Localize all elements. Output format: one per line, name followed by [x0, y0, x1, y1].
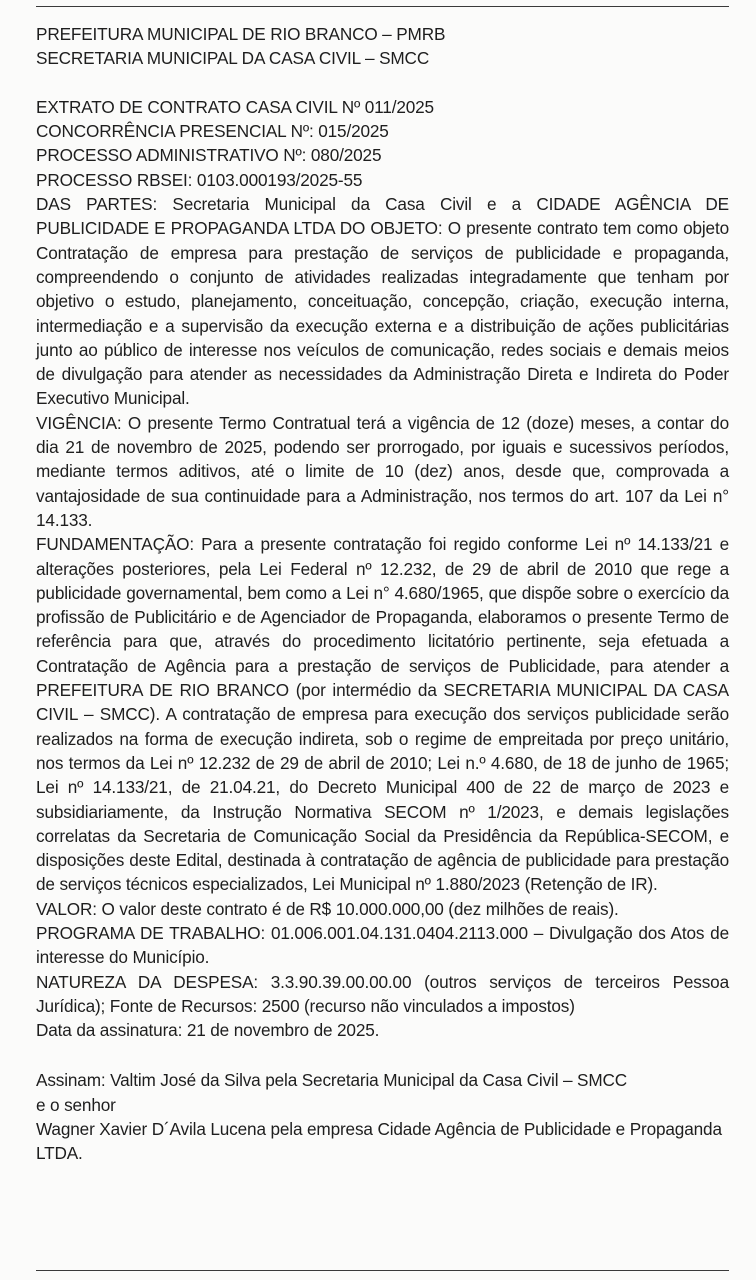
natureza-despesa-paragraph: NATUREZA DA DESPESA: 3.3.90.39.00.00.00 (outros serviços de terceiros Pessoa Jurídica); Fonte de Recursos: 2500 (recurso não vinculados a impostos)	[36, 971, 729, 1016]
valor-paragraph: VALOR: O valor deste contrato é de R$ 10.000.000,00 (dez milhões de reais).	[36, 898, 619, 919]
header-line-1: PREFEITURA MUNICIPAL DE RIO BRANCO – PMRB	[36, 24, 446, 44]
partes-objeto-paragraph: DAS PARTES: Secretaria Municipal da Casa Civil e a CIDADE AGÊNCIA DE PUBLICIDADE E PROPAGANDA LTDA DO OBJETO: O presente contrato tem como objeto Contratação de empresa para prestação de serviços de publicidade e propaganda, compreendendo o conjunto de atividades realizadas integradamente que tenham por objetivo o estudo, planejamento, conceituação, concepção, criação, execução interna, intermediação e a supervisão da execução externa e a distribuição de ações publicitárias junto ao público de interesse nos veículos de comunicação, redes sociais e demais meios de divulgação para atender as necessidades da Administração Direta e Indireta do Poder Executivo Municipal.	[36, 194, 729, 409]
top-rule	[36, 6, 729, 7]
concorrencia-line: CONCORRÊNCIA PRESENCIAL Nº: 015/2025	[36, 121, 389, 142]
vigencia-paragraph: VIGÊNCIA: O presente Termo Contratual terá a vigência de 12 (doze) meses, a contar do dia 21 de novembro de 2025, podendo ser prorrogado, por iguais e sucessivos períodos, mediante termos aditivos, até o limite de 10 (dez) anos, desde que, comprovada a vantajosidade de sua continuidade para a Administração, nos termos do art. 107 da Lei n° 14.133.	[36, 412, 729, 530]
fundamentacao-paragraph: FUNDAMENTAÇÃO: Para a presente contratação foi regido conforme Lei nº 14.133/21 e alterações posteriores, pela Lei Federal nº 12.232, de 29 de abril de 2010 que rege a publicidade governamental, bem como a Lei n° 4.680/1965, que dispõe sobre o exercício da profissão de Publicitário e de Agenciador de Propaganda, elaboramos o presente Termo de referência para que, através do procedimento licitatório pertinente, seja efetuada a Contratação de Agência para a prestação de serviços de Publicidade, para atender a PREFEITURA DE RIO BRANCO (por intermédio da SECRETARIA MUNICIPAL DA CASA CIVIL – SMCC). A contratação de empresa para execução dos serviços publicidade serão realizados na forma de execução indireta, sob o regime de empreitada por preço unitário, nos termos da Lei nº 12.232 de 29 de abril de 2010; Lei n.º 4.680, de 18 de junho de 1965; Lei nº 14.133/21, de 21.04.21, do Decreto Municipal 400 de 22 de março de 2023 e subsidiariamente, da Instrução Normativa SECOM nº 1/2023, e demais legislações correlatas da Secretaria de Comunicação Social da Presidência da República-SECOM, e disposições deste Edital, destinada à contratação de agência de publicidade para prestação de serviços técnicos especializados, Lei Municipal nº 1.880/2023 (Retenção de IR).	[36, 534, 729, 895]
extract-title: EXTRATO DE CONTRATO CASA CIVIL Nº 011/2025	[36, 96, 434, 117]
processo-rbsei-line: PROCESSO RBSEI: 0103.000193/2025-55	[36, 169, 363, 190]
data-assinatura: Data da assinatura: 21 de novembro de 2025.	[36, 1020, 380, 1041]
assinam-line-3: Wagner Xavier D´Avila Lucena pela empresa Cidade Agência de Publicidade e Propaganda LTDA.	[36, 1119, 722, 1164]
bottom-rule	[36, 1270, 729, 1271]
programa-trabalho-paragraph: PROGRAMA DE TRABALHO: 01.006.001.04.131.0404.2113.000 – Divulgação dos Atos de interesse do Município.	[36, 922, 729, 968]
assinam-line-1: Assinam: Valtim José da Silva pela Secretaria Municipal da Casa Civil – SMCC	[36, 1070, 628, 1091]
assinam-line-2: e o senhor	[36, 1094, 116, 1115]
header-line-2: SECRETARIA MUNICIPAL DA CASA CIVIL – SMCC	[36, 48, 430, 69]
processo-administrativo-line: PROCESSO ADMINISTRATIVO Nº: 080/2025	[36, 145, 382, 166]
contract-extract	[36, 22, 729, 1166]
